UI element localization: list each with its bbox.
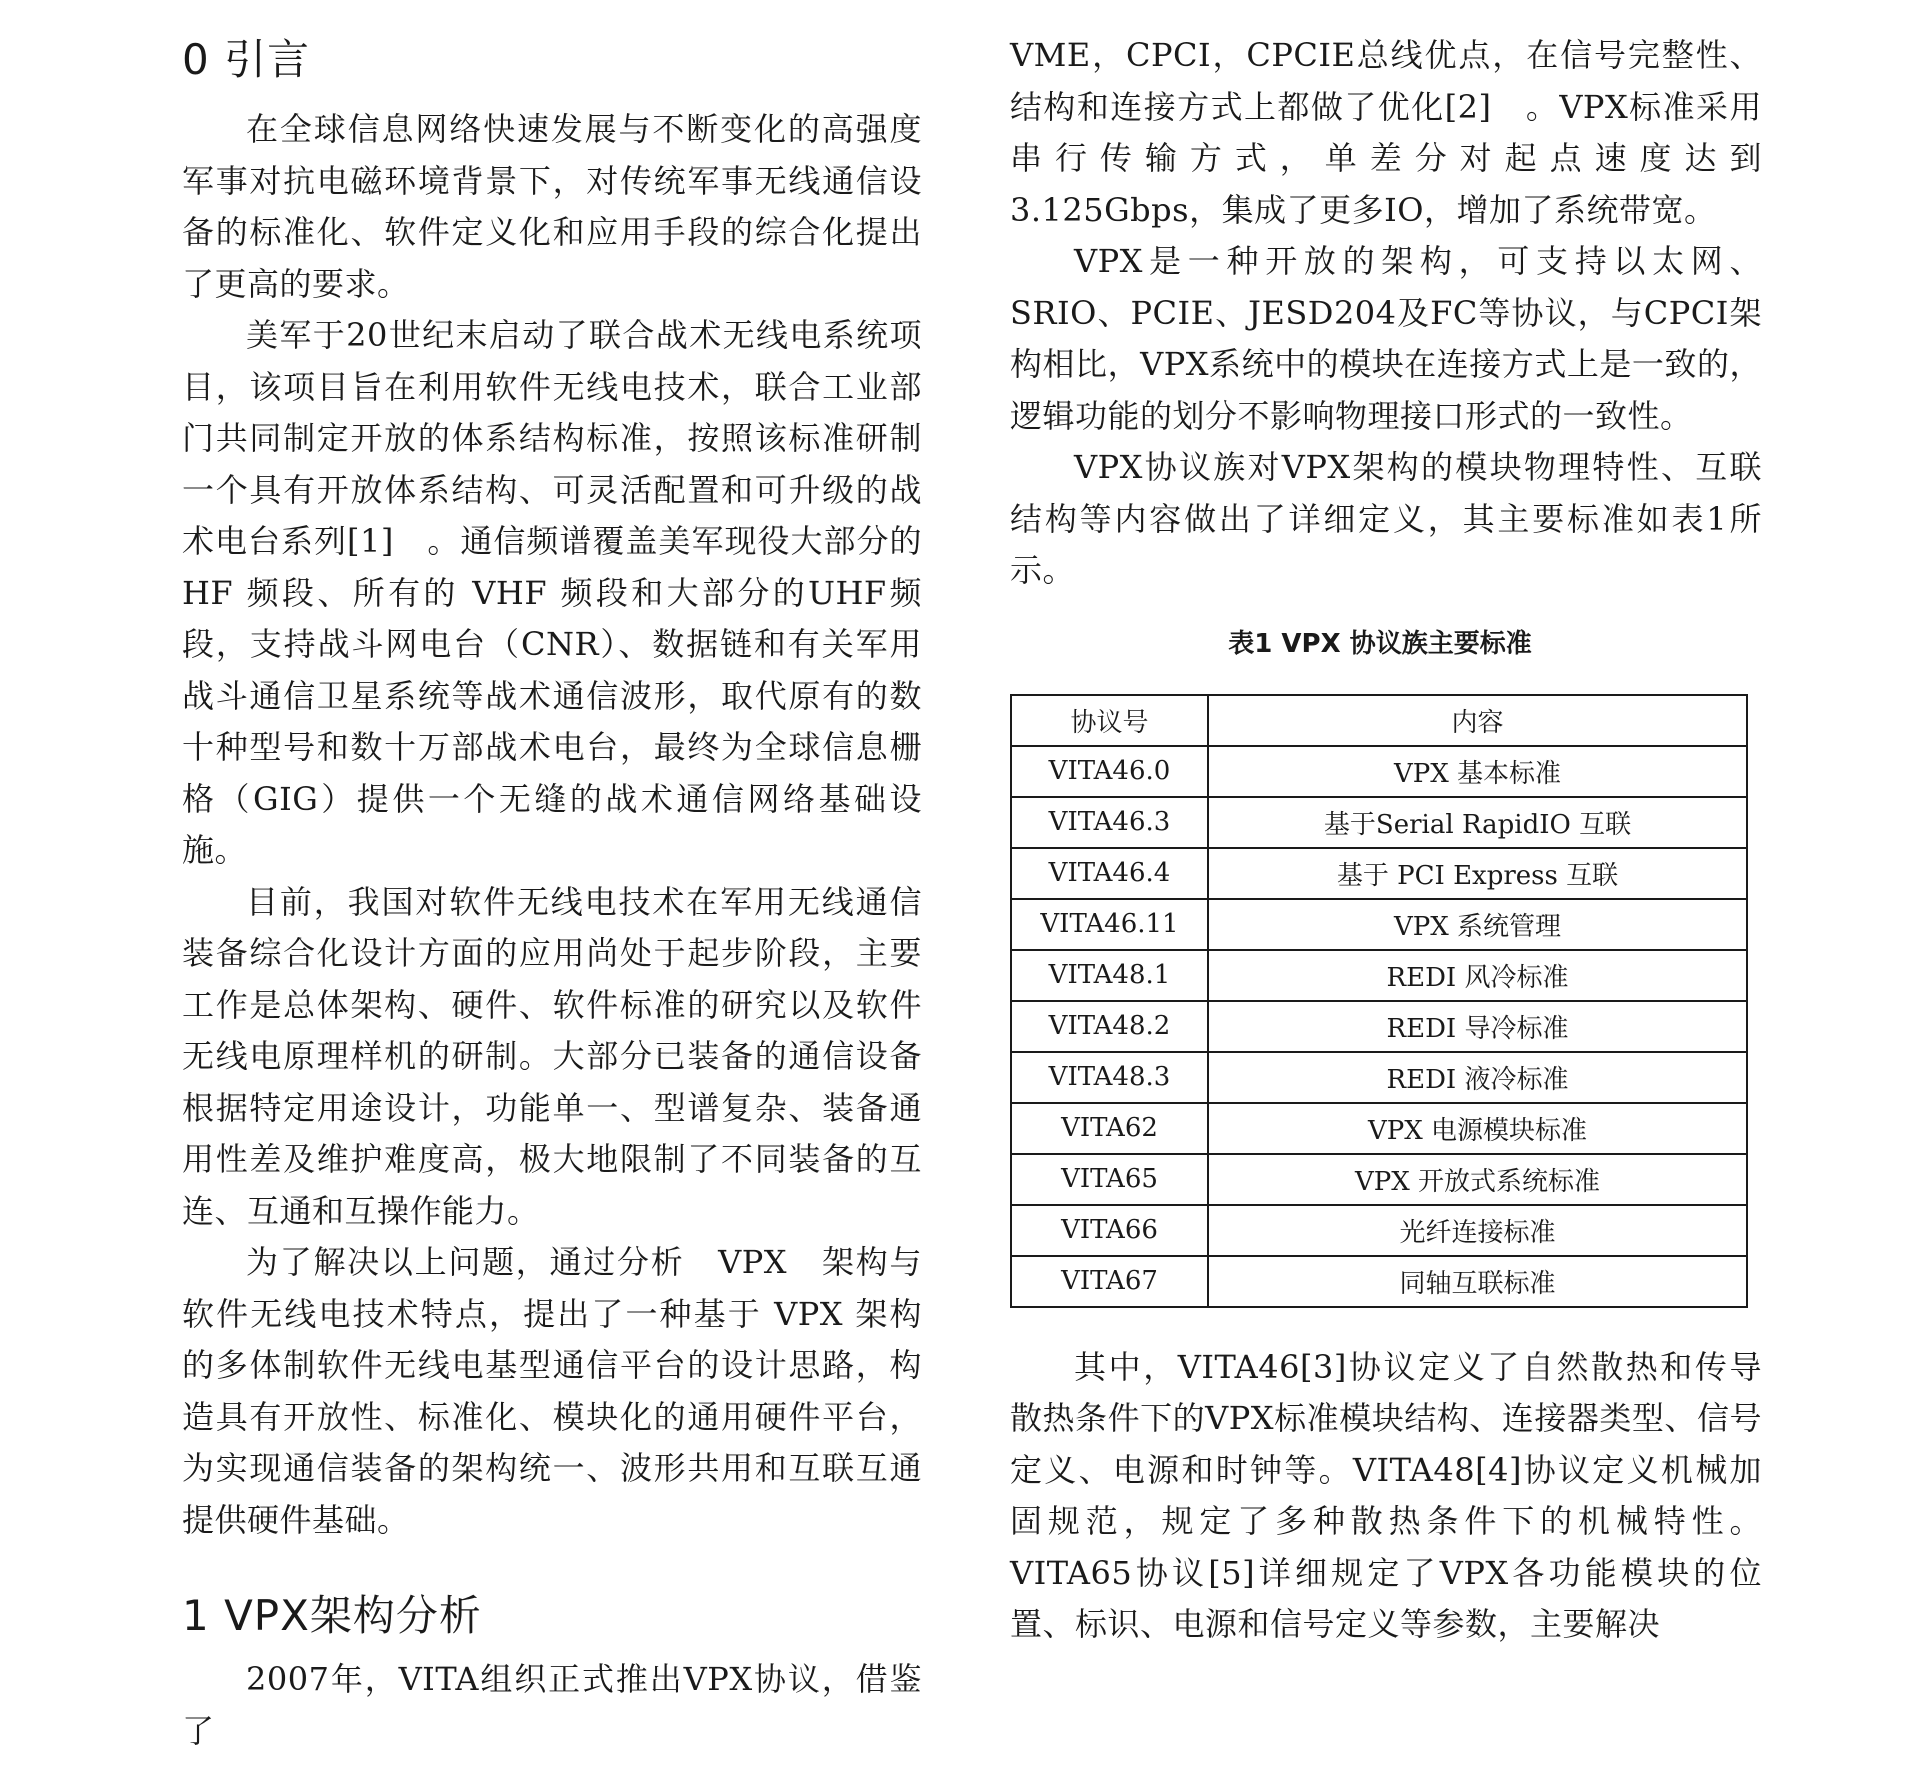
protocol-cell: VITA48.2 [1011, 1001, 1208, 1052]
section-1-heading: 1 VPX架构分析 [182, 1591, 482, 1640]
protocol-cell: VITA46.3 [1011, 797, 1208, 848]
section-0-heading: 0 引言 [182, 35, 311, 84]
vpx-paragraph-2: VPX是一种开放的架构，可支持以太网、SRIO、PCIE、JESD204及FC等协议，与CPCI架构相比，VPX系统中的模块在连接方式上是一致的，逻辑功能的划分不影响物理接口形式的一致性。 [1010, 242, 1762, 435]
header-content: 内容 [1208, 695, 1747, 746]
content-cell: REDI 导冷标准 [1208, 1001, 1747, 1052]
protocol-cell: VITA46.0 [1011, 746, 1208, 797]
table-row [1011, 848, 1747, 899]
table-row [1011, 1256, 1747, 1307]
table-row [1011, 1205, 1747, 1256]
left-column [182, 30, 922, 1757]
content-cell: REDI 液冷标准 [1208, 1052, 1747, 1103]
header-protocol: 协议号 [1011, 695, 1208, 746]
content-cell: VPX 开放式系统标准 [1208, 1154, 1747, 1205]
table-row [1011, 1001, 1747, 1052]
intro-paragraph-1: 在全球信息网络快速发展与不断变化的高强度军事对抗电磁环境背景下，对传统军事无线通信设备的标准化、软件定义化和应用手段的综合化提出了更高的要求。 [182, 110, 922, 303]
intro-paragraph-3: 目前，我国对软件无线电技术在军用无线通信装备综合化设计方面的应用尚处于起步阶段，主要工作是总体架构、硬件、软件标准的研究以及软件无线电原理样机的研制。大部分已装备的通信设备根据特定用途设计，功能单一、型谱复杂、装备通用性差及维护难度高，极大地限制了不同装备的互连、互通和互操作能力。 [182, 882, 922, 1230]
content-cell: REDI 风冷标准 [1208, 950, 1747, 1001]
protocol-cell: VITA46.11 [1011, 899, 1208, 950]
table-caption: 表1 VPX 协议族主要标准 [1228, 628, 1532, 659]
content-cell: VPX 基本标准 [1208, 746, 1747, 797]
table-row [1011, 797, 1747, 848]
table-row [1011, 1103, 1747, 1154]
protocol-cell: VITA66 [1011, 1205, 1208, 1256]
content-cell: VPX 系统管理 [1208, 899, 1747, 950]
vpx-paragraph-start: 2007年，VITA组织正式推出VPX协议，借鉴了 [182, 1660, 922, 1750]
protocol-cell: VITA65 [1011, 1154, 1208, 1205]
table-row [1011, 1154, 1747, 1205]
content-cell: 基于Serial RapidIO 互联 [1208, 797, 1747, 848]
vpx-paragraph-3: VPX协议族对VPX架构的模块物理特性、互联结构等内容做出了详细定义，其主要标准如表1所示。 [1010, 448, 1762, 589]
vpx-paragraph-continued: VME，CPCI，CPCIE总线优点，在信号完整性、结构和连接方式上都做了优化[2] 。VPX标准采用串行传输方式，单差分对起点速度达到 3.125Gbps，集成了更多IO，增加了系统带宽。 [1010, 36, 1762, 229]
table-row [1011, 746, 1747, 797]
content-cell: 同轴互联标准 [1208, 1256, 1747, 1307]
protocol-cell: VITA48.3 [1011, 1052, 1208, 1103]
intro-paragraph-2: 美军于20世纪末启动了联合战术无线电系统项目，该项目旨在利用软件无线电技术，联合工业部门共同制定开放的体系结构标准，按照该标准研制一个具有开放体系结构、可灵活配置和可升级的战术电台系列[1] 。通信频谱覆盖美军现役大部分的 HF 频段、所有的 VHF 频段和大部分的UHF频段，支持战斗网电台（CNR）、数据链和有关军用战斗通信卫星系统等战术通信波形，取代原有的数十种型号和数十万部战术电台，最终为全球信息栅格（GIG）提供一个无缝的战术通信网络基础设施。 [182, 316, 922, 869]
protocol-cell: VITA46.4 [1011, 848, 1208, 899]
content-cell: VPX 电源模块标准 [1208, 1103, 1747, 1154]
protocol-cell: VITA67 [1011, 1256, 1208, 1307]
table-row [1011, 899, 1747, 950]
protocol-cell: VITA48.1 [1011, 950, 1208, 1001]
intro-paragraph-4: 为了解决以上问题，通过分析 VPX 架构与软件无线电技术特点，提出了一种基于 VPX 架构的多体制软件无线电基型通信平台的设计思路，构造具有开放性、标准化、模块化的通用硬件平台，为实现通信装备的架构统一、波形共用和互联互通提供硬件基础。 [182, 1243, 922, 1539]
protocol-cell: VITA62 [1011, 1103, 1208, 1154]
vpx-standards-table [1010, 694, 1748, 1308]
content-cell: 光纤连接标准 [1208, 1205, 1747, 1256]
table-row [1011, 950, 1747, 1001]
right-column [1010, 30, 1762, 1651]
table-row [1011, 1052, 1747, 1103]
vita-paragraph: 其中，VITA46[3]协议定义了自然散热和传导散热条件下的VPX标准模块结构、连接器类型、信号定义、电源和时钟等。VITA48[4]协议定义机械加固规范，规定了多种散热条件下的机械特性。VITA65协议[5]详细规定了VPX各功能模块的位置、标识、电源和信号定义等参数，主要解决 [1010, 1347, 1762, 1643]
content-cell: 基于 PCI Express 互联 [1208, 848, 1747, 899]
table-header-row [1011, 695, 1747, 746]
